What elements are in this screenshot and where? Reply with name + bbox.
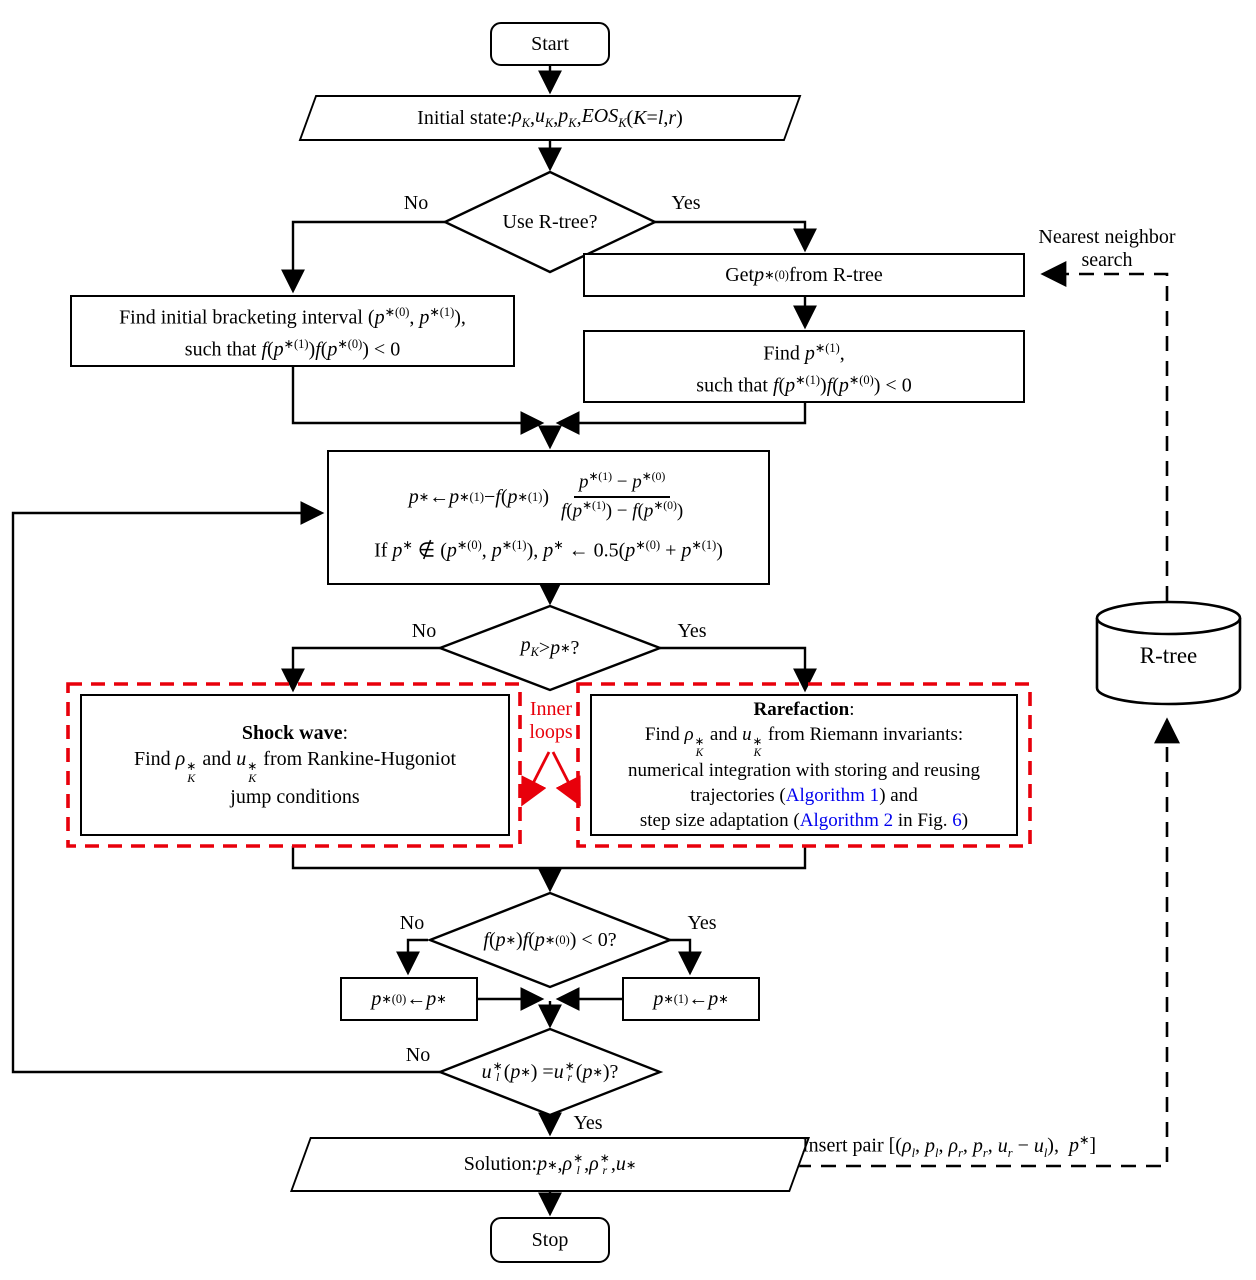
rarefaction-title: Rarefaction: — [753, 698, 855, 720]
algorithm-1-link[interactable]: Algorithm 1 — [785, 785, 880, 807]
rarefaction-line2: numerical integration with storing and reusing — [628, 760, 980, 782]
inner-loop-arrow-right — [553, 752, 579, 803]
edge-bracket-merge — [293, 367, 541, 423]
use-rtree-no-label: No — [403, 192, 429, 214]
bracket-node — [70, 295, 515, 367]
edge-waves-merge — [293, 846, 805, 868]
start-label: Start — [531, 33, 569, 55]
inner-loops-label — [518, 698, 584, 744]
fcheck-yes-label: Yes — [687, 912, 717, 934]
stop-node — [490, 1217, 610, 1263]
initial-state-label: Initial state: $\rho_K$ , $u_K$ , $p_K$ , $EOS_K$ ( K = l , r ) — [417, 105, 683, 130]
shock-node — [80, 694, 510, 836]
insert-pair-label: Insert pair [($\rho_l$, $p_l$, $\rho_r$, $p_r$, $u_r - u_l$), p∗] — [802, 1133, 1097, 1160]
nearest-neighbor-label — [1022, 226, 1192, 272]
get-p0-node: Get p ∗(0) from R-tree — [583, 253, 1025, 297]
algorithm-2-link[interactable]: Algorithm 2 — [799, 810, 894, 832]
find-p1-line2: such that $f(p^{∗(1)})f(p^{∗(0)}) < 0$ — [696, 372, 912, 397]
decision-ucheck: u ∗ l ( p ∗ ) = u ∗ r ( p ∗ )? — [481, 1058, 619, 1084]
fig-6-link[interactable]: 6 — [952, 810, 962, 832]
decision-use-rtree: Use R-tree? — [502, 211, 598, 233]
inner-loops-line2: loops — [529, 721, 573, 743]
edge-fcheck-yes-assignp1 — [670, 940, 690, 972]
nearest-neighbor-line2: search — [1081, 249, 1133, 271]
solution-label: Solution: p ∗ , ρ ∗ l , ρ ∗ r , u ∗ — [463, 1151, 637, 1177]
secant-line2: If p∗ ∉ ($p^{∗(0)}$, $p^{∗(1)}$), p∗ ← $0.5(p^{∗(0)} + p^{∗(1)})$ — [374, 537, 723, 562]
initial-state-node — [307, 95, 793, 141]
rtree-store-label: R-tree — [1139, 643, 1198, 668]
rarefaction-node — [590, 694, 1018, 836]
edge-usertree-no-bracket — [293, 222, 445, 290]
shock-line2: jump conditions — [230, 786, 360, 809]
rarefaction-line3: trajectories (Algorithm 1) and — [690, 785, 918, 807]
start-node — [490, 22, 610, 66]
assign-p0-node: p ∗(0) ← p ∗ — [340, 977, 478, 1021]
nearest-neighbor-line1: Nearest neighbor — [1038, 226, 1176, 248]
find-p1-node — [583, 330, 1025, 403]
rarefaction-line1: Find ρ ∗ K and u ∗ K from Riemann invariants: — [644, 723, 964, 759]
edge-findp1-merge — [559, 403, 805, 423]
inner-loops-line1: Inner — [529, 698, 573, 720]
ucheck-yes-label: Yes — [573, 1112, 603, 1134]
edge-rtree-nnsearch-getp0 — [1044, 274, 1167, 601]
edge-fcheck-no-assignp0 — [408, 940, 428, 972]
bracket-line2: such that $f(p^{∗(1)})f(p^{∗(0)}) < 0$ — [184, 337, 401, 361]
shock-line1: Find ρ ∗ K and u ∗ K from Rankine-Hugoniot — [133, 747, 457, 785]
decision-fcheck: f ( p ∗ ) f ( p ∗(0) ) < 0? — [483, 929, 617, 951]
shock-title: Shock wave: — [241, 721, 349, 744]
ucheck-no-label: No — [405, 1044, 431, 1066]
use-rtree-yes-label: Yes — [671, 192, 701, 214]
bracket-line1: Find initial bracketing interval ($p^{∗(0)}$, $p^{∗(1)}$), — [119, 305, 466, 329]
secant-line1: p ∗ ← p ∗(1) − f ( p ∗(1) ) $\frac{p^{∗(1)} - p^{∗(0)}}{f(p^{∗(1)}) - f(p^{∗(0)})}$ — [408, 470, 684, 521]
fcheck-no-label: No — [399, 912, 425, 934]
stop-label: Stop — [531, 1229, 569, 1251]
secant-node — [327, 450, 770, 585]
inner-loop-arrow-left — [523, 752, 549, 803]
decision-pk: $p_K$ > p ∗ ? — [520, 633, 580, 659]
edge-usertree-yes-getp0 — [655, 222, 805, 249]
rarefaction-line4: step size adaptation (Algorithm 2 in Fig. 6) — [639, 810, 969, 832]
solution-node — [300, 1137, 800, 1192]
assign-p1-node: p ∗(1) ← p ∗ — [622, 977, 760, 1021]
find-p1-line1: Find $p^{∗(1)}$, — [763, 340, 845, 365]
pk-no-label: No — [411, 620, 437, 642]
pk-yes-label: Yes — [677, 620, 707, 642]
